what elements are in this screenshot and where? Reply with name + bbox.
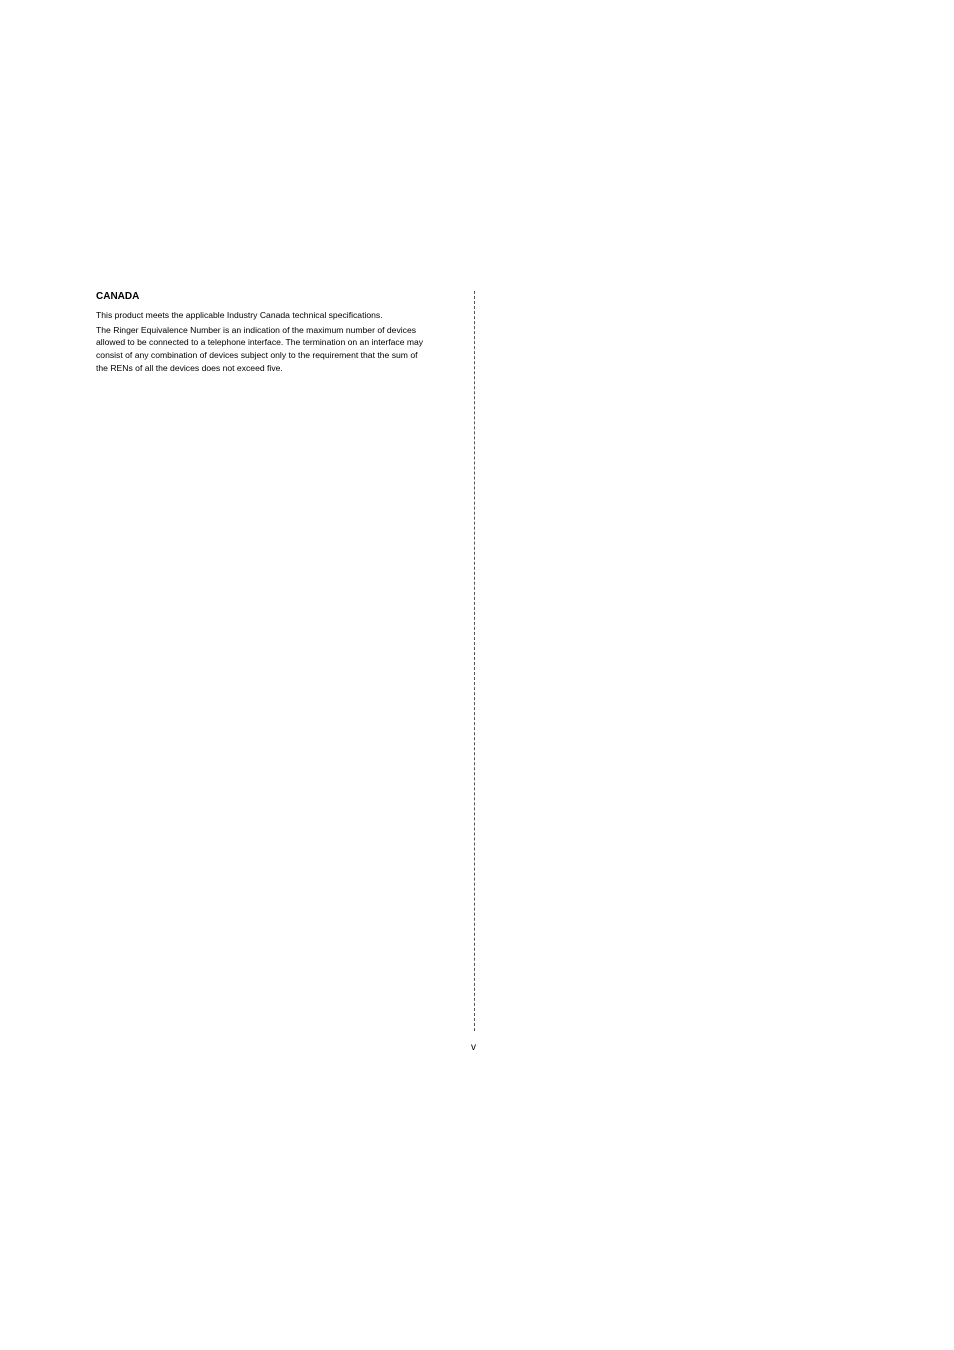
page-number: v	[471, 1042, 476, 1053]
section-heading: CANADA	[96, 291, 140, 302]
compliance-paragraph: This product meets the applicable Industry Canada technical specifications.	[96, 310, 383, 320]
ren-paragraph-line: allowed to be connected to a telephone interface. The termination on an interface may	[96, 337, 424, 348]
ren-paragraph-line: consist of any combination of devices subject only to the requirement that the sum of	[96, 350, 418, 361]
fold-divider	[474, 291, 475, 1031]
ren-paragraph-line: The Ringer Equivalence Number is an indication of the maximum number of devices	[96, 324, 417, 335]
text-column	[96, 290, 468, 377]
ren-paragraph-line: the RENs of all the devices does not exceed five.	[96, 362, 283, 373]
ren-paragraph	[96, 324, 468, 375]
